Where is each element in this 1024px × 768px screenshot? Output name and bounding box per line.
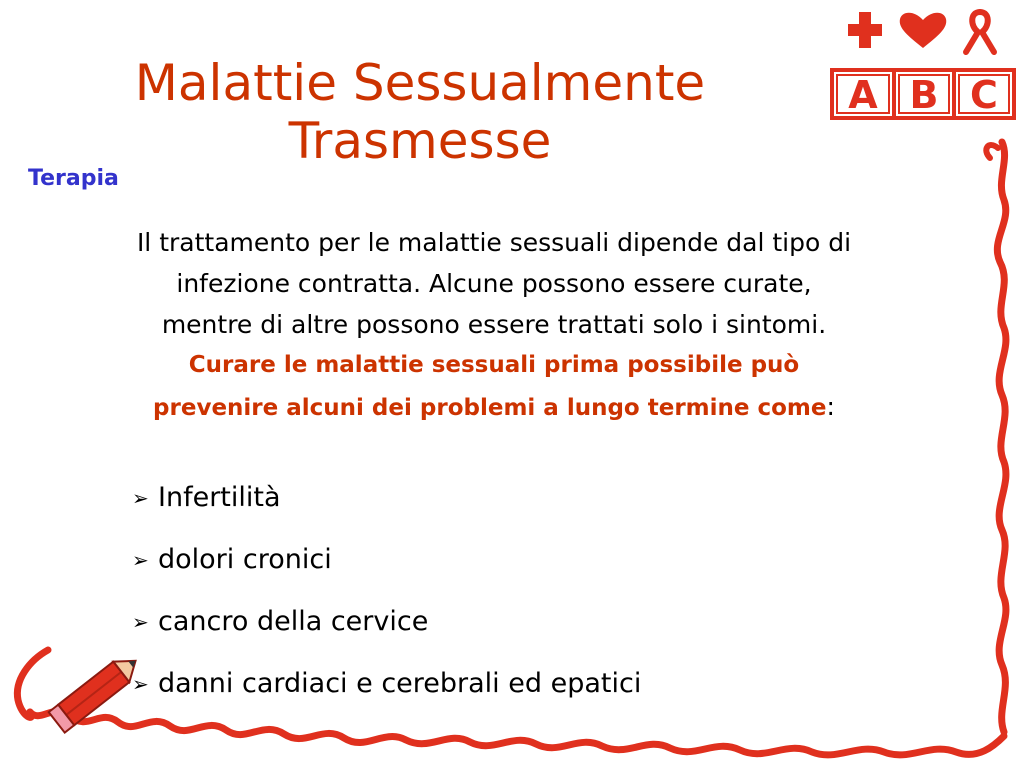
bullet-text: cancro della cervice [158, 606, 429, 637]
paragraph-line-3: mentre di altre possono essere trattati solo i sintomi. [161, 310, 827, 339]
bullet-text: dolori cronici [158, 544, 332, 575]
list-item [132, 602, 641, 664]
list-item [132, 664, 641, 726]
emphasis-colon: : [826, 392, 835, 421]
bullet-list [132, 478, 641, 726]
logo-letter-a: A [848, 73, 878, 117]
bullet-text: danni cardiaci e cerebrali ed epatici [158, 668, 642, 699]
abc-logo [828, 4, 1018, 124]
arrowhead-bullet-icon: ➢ [132, 610, 149, 634]
logo-letter-c: C [970, 73, 998, 117]
heart-icon [900, 13, 947, 48]
page-title [90, 54, 750, 170]
title-line-1: Malattie Sessualmente [134, 53, 706, 112]
emphasis-line-2-wrapper [24, 386, 964, 429]
section-subtitle: Terapia [28, 166, 119, 191]
arrowhead-bullet-icon: ➢ [132, 672, 149, 696]
list-item [132, 478, 641, 540]
arrowhead-bullet-icon: ➢ [132, 548, 149, 572]
awareness-ribbon-icon [966, 12, 994, 52]
body-paragraph [24, 222, 964, 429]
emphasis-line-2: prevenire alcuni dei problemi a lungo termine come [153, 395, 827, 421]
arrowhead-bullet-icon: ➢ [132, 486, 149, 510]
red-cross-icon [848, 12, 882, 48]
title-line-2: Trasmesse [288, 111, 552, 170]
paragraph-line-1: Il trattamento per le malattie sessuali dipende dal tipo di [136, 228, 852, 257]
bullet-text: Infertilità [158, 482, 281, 513]
paragraph-line-2: infezione contratta. Alcune possono essere curate, [176, 269, 812, 298]
logo-letter-b: B [909, 73, 939, 117]
emphasis-line-1: Curare le malattie sessuali prima possibile può [188, 352, 800, 378]
list-item [132, 540, 641, 602]
